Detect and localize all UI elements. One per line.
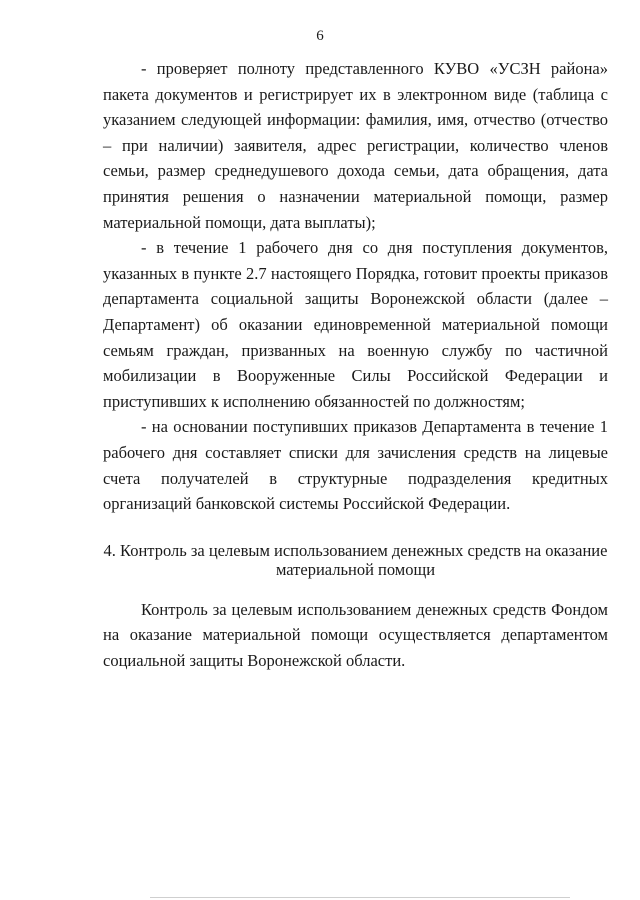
document-body: [103, 56, 608, 673]
paragraph-payment-lists: - на основании поступивших приказов Департамента в течение 1 рабочего дня составляет списки для зачисления средств на лицевые счета получателей в структурные подразделения кредитных организаций банковской системы Российской Федерации.: [103, 417, 608, 514]
paragraph-control: Контроль за целевым использованием денежных средств Фондом на оказание материальной помощи осуществляется департаментом социальной защиты Воронежской области.: [103, 599, 608, 670]
paragraph-order-drafts: - в течение 1 рабочего дня со дня поступления документов, указанных в пункте 2.7 настоящего Порядка, готовит проекты приказов департамента социальной защиты Воронежской области (далее – Департамент) об оказании единовременной материальной помощи семьям граждан, призванных на военную службу по частичной мобилизации в Вооруженные Силы Российской Федерации и приступивших к исполнению обязанностей по должностям;: [103, 238, 608, 411]
section-heading-line-2: материальной помощи: [275, 559, 436, 579]
page-number: 6: [316, 28, 324, 44]
section-heading: [103, 541, 608, 579]
bottom-scan-edge: [150, 897, 570, 898]
paragraph-document-check: - проверяет полноту представленного КУВО «УСЗН района» пакета документов и регистрирует их в электронном виде (таблица с указанием следующей информации: фамилия, имя, отчество (отчество – при наличии) заявителя, адрес регистрации, количество членов семьи, размер среднедушевого дохода семьи, дата обращения, дата принятия решения о назначении материальной помощи, размер материальной помощи, дата выплаты);: [103, 59, 608, 232]
section-heading-line-1: 4. Контроль за целевым использованием денежных средств на оказание: [103, 540, 608, 560]
